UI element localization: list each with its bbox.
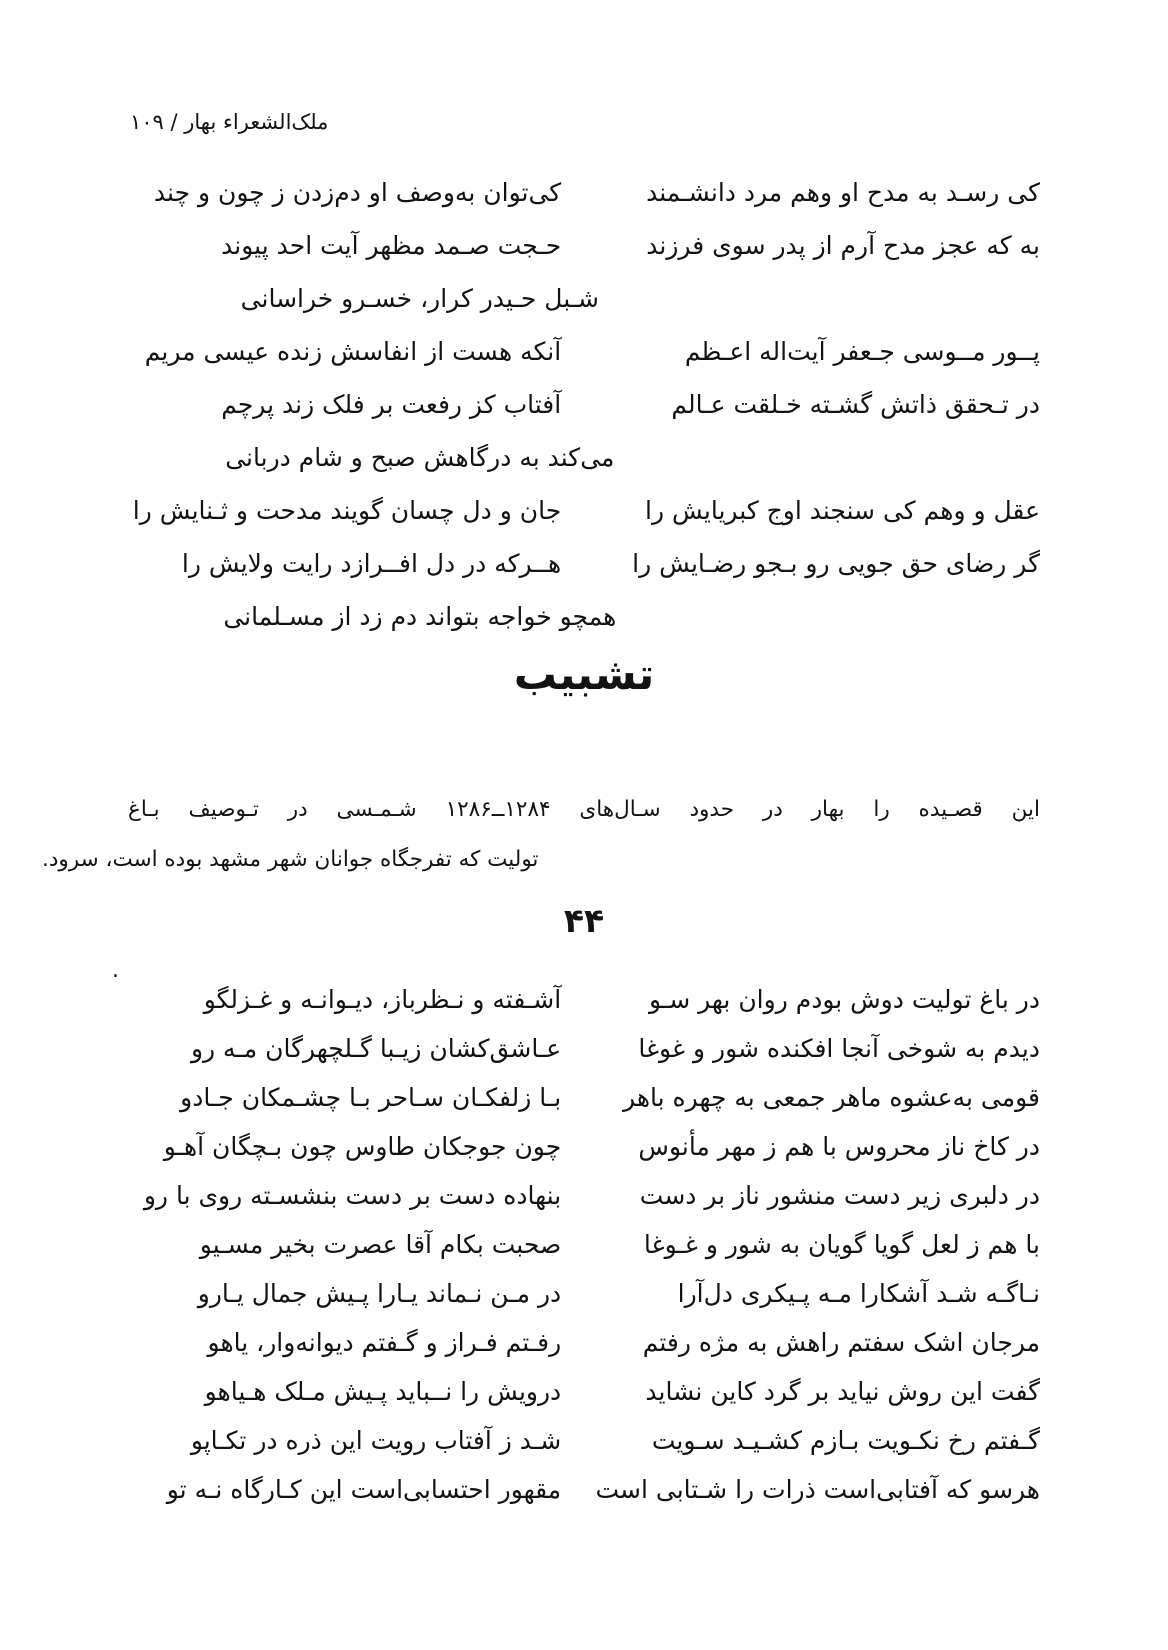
hemistich-left: صحبت بکام آقا عصرت بخیر مسـیو bbox=[199, 1230, 562, 1259]
hemistich-right: در باغ تولیت دوش بودم روان بهر سـو bbox=[648, 985, 1040, 1014]
couplet-row bbox=[128, 1269, 1040, 1318]
hemistich-left: در مـن نـماند یـارا پـیش جمال یـارو bbox=[197, 1279, 562, 1308]
couplet-row bbox=[128, 975, 1040, 1024]
hemistich-left: درویش را نــباید پـیش مـلک هـیاهو bbox=[204, 1377, 562, 1406]
refrain-row bbox=[128, 590, 1040, 643]
couplet-row bbox=[128, 1416, 1040, 1465]
editor-note bbox=[42, 793, 1040, 878]
hemistich-right: دیدم به شوخی آنجا افکنده شور و غوغا bbox=[638, 1034, 1040, 1063]
hemistich-left: رفـتم فـراز و گـفتم دیوانه‌وار، یاهو bbox=[207, 1328, 562, 1357]
couplet-row bbox=[128, 166, 1040, 219]
hemistich-right: در کاخ ناز محروس با هم ز مهر مأنوس bbox=[638, 1132, 1040, 1161]
section-title-tashbib: تشبیب bbox=[513, 650, 655, 700]
couplet-row bbox=[128, 219, 1040, 272]
hemistich-right: عقل و وهم کی سنجند اوج کبریایش را bbox=[645, 496, 1040, 525]
hemistich-left: آفتاب کز رفعت بر فلک زند پرچم bbox=[221, 390, 562, 419]
hemistich-right: گـفتم رخ نکـویت بـازم کشـیـد سـویت bbox=[651, 1426, 1040, 1455]
hemistich-right: گفت این روش نیاید بر گرد کاین نشاید bbox=[645, 1377, 1040, 1406]
hemistich-left: جان و دل چسان گویند مدحت و ثـنایش را bbox=[132, 496, 562, 525]
poem-number: ۴۴ bbox=[563, 901, 605, 940]
refrain-line: می‌کند به درگاهش صبح و شام دربانی bbox=[225, 443, 615, 472]
couplet-row bbox=[128, 1024, 1040, 1073]
poem-44-section bbox=[128, 975, 1040, 1514]
couplet-row bbox=[128, 1318, 1040, 1367]
couplet-row bbox=[128, 1073, 1040, 1122]
couplet-row bbox=[128, 325, 1040, 378]
hemistich-right: در دلبری زیر دست منشور ناز بر دست bbox=[639, 1181, 1040, 1210]
couplet-row bbox=[128, 1171, 1040, 1220]
editor-note-line1: این قصـیده را بهار در حدود سـال‌های ۱۲۸۴ــ۱۲۸۶ شـمـسی در تـوصیف بـاغ bbox=[128, 797, 1040, 822]
hemistich-left: هــرکه در دل افــرازد رایت ولایش را bbox=[181, 549, 562, 578]
running-header: ملک‌الشعراء بهار / ۱۰۹ bbox=[130, 110, 329, 134]
hemistich-left: آنکه هست از انفاسش زنده عیسی مریم bbox=[144, 337, 562, 366]
hemistich-left: کی‌توان به‌وصف او دم‌زدن ز چون و چند bbox=[153, 178, 562, 207]
poem-qasida-section bbox=[128, 166, 1040, 643]
hemistich-left: بـا زلفکـان سـاحر بـا چشـمکان جـادو bbox=[180, 1083, 562, 1112]
hemistich-left: آشـفته و نـظرباز، دیـوانـه و غـزلگو bbox=[203, 985, 562, 1014]
couplet-row bbox=[128, 378, 1040, 431]
editor-note-line2: تولیت که تفرجگاه جوانان شهر مشهد بوده است، سرود. bbox=[42, 847, 539, 873]
hemistich-right: به که عجز مدح آرم از پدر سوی فرزند bbox=[646, 231, 1040, 260]
hemistich-right: با هم ز لعل گویا گویان به شور و غـوغا bbox=[643, 1230, 1040, 1259]
hemistich-right: مرجان اشک سفتم راهش به مژه رفتم bbox=[642, 1328, 1040, 1357]
couplet-row bbox=[128, 537, 1040, 590]
hemistich-left: عـاشق‌کشان زیـبا گـلچهرگان مـه رو bbox=[190, 1034, 562, 1063]
refrain-line: شـبل حـیدر کرار، خسـرو خراسانی bbox=[240, 284, 600, 313]
couplet-row bbox=[128, 1367, 1040, 1416]
hemistich-right: نـاگـه شـد آشکارا مـه پـیکری دل‌آرا bbox=[677, 1279, 1040, 1308]
hemistich-right: گر رضای حق جویی رو بـجو رضـایش را bbox=[632, 549, 1040, 578]
hemistich-left: مقهور احتسابی‌است این کـارگاه نـه تو bbox=[166, 1475, 562, 1504]
refrain-line: همچو خواجه بتواند دم زد از مسـلمانی bbox=[223, 602, 617, 631]
hemistich-right: هرسو که آفتابی‌است ذرات را شـتابی است bbox=[595, 1475, 1040, 1504]
hemistich-right: پــور مــوسی جـعفر آیت‌اله اعـظم bbox=[684, 337, 1040, 366]
hemistich-left: بنهاده دست بر دست بنشسـته روی با رو bbox=[143, 1181, 562, 1210]
hemistich-left: چون جوجکان طاوس چون بـچگان آهـو bbox=[163, 1132, 562, 1161]
scan-artifact-dot: . bbox=[112, 958, 119, 983]
couplet-row bbox=[128, 1465, 1040, 1514]
couplet-row bbox=[128, 1220, 1040, 1269]
hemistich-right: کی رسـد به مدح او وهم مرد دانشـمند bbox=[646, 178, 1040, 207]
refrain-row bbox=[128, 272, 1040, 325]
hemistich-left: شـد ز آفتاب رویت این ذره در تکـاپو bbox=[190, 1426, 562, 1455]
refrain-row bbox=[128, 431, 1040, 484]
couplet-row bbox=[128, 484, 1040, 537]
couplet-row bbox=[128, 1122, 1040, 1171]
hemistich-right: در تـحقق ذاتش گشـته خـلقت عـالم bbox=[671, 390, 1040, 419]
hemistich-left: حـجت صـمد مظهر آیت احد پیوند bbox=[221, 231, 562, 260]
hemistich-right: قومی به‌عشوه ماهر جمعی به چهره باهر bbox=[623, 1083, 1040, 1112]
